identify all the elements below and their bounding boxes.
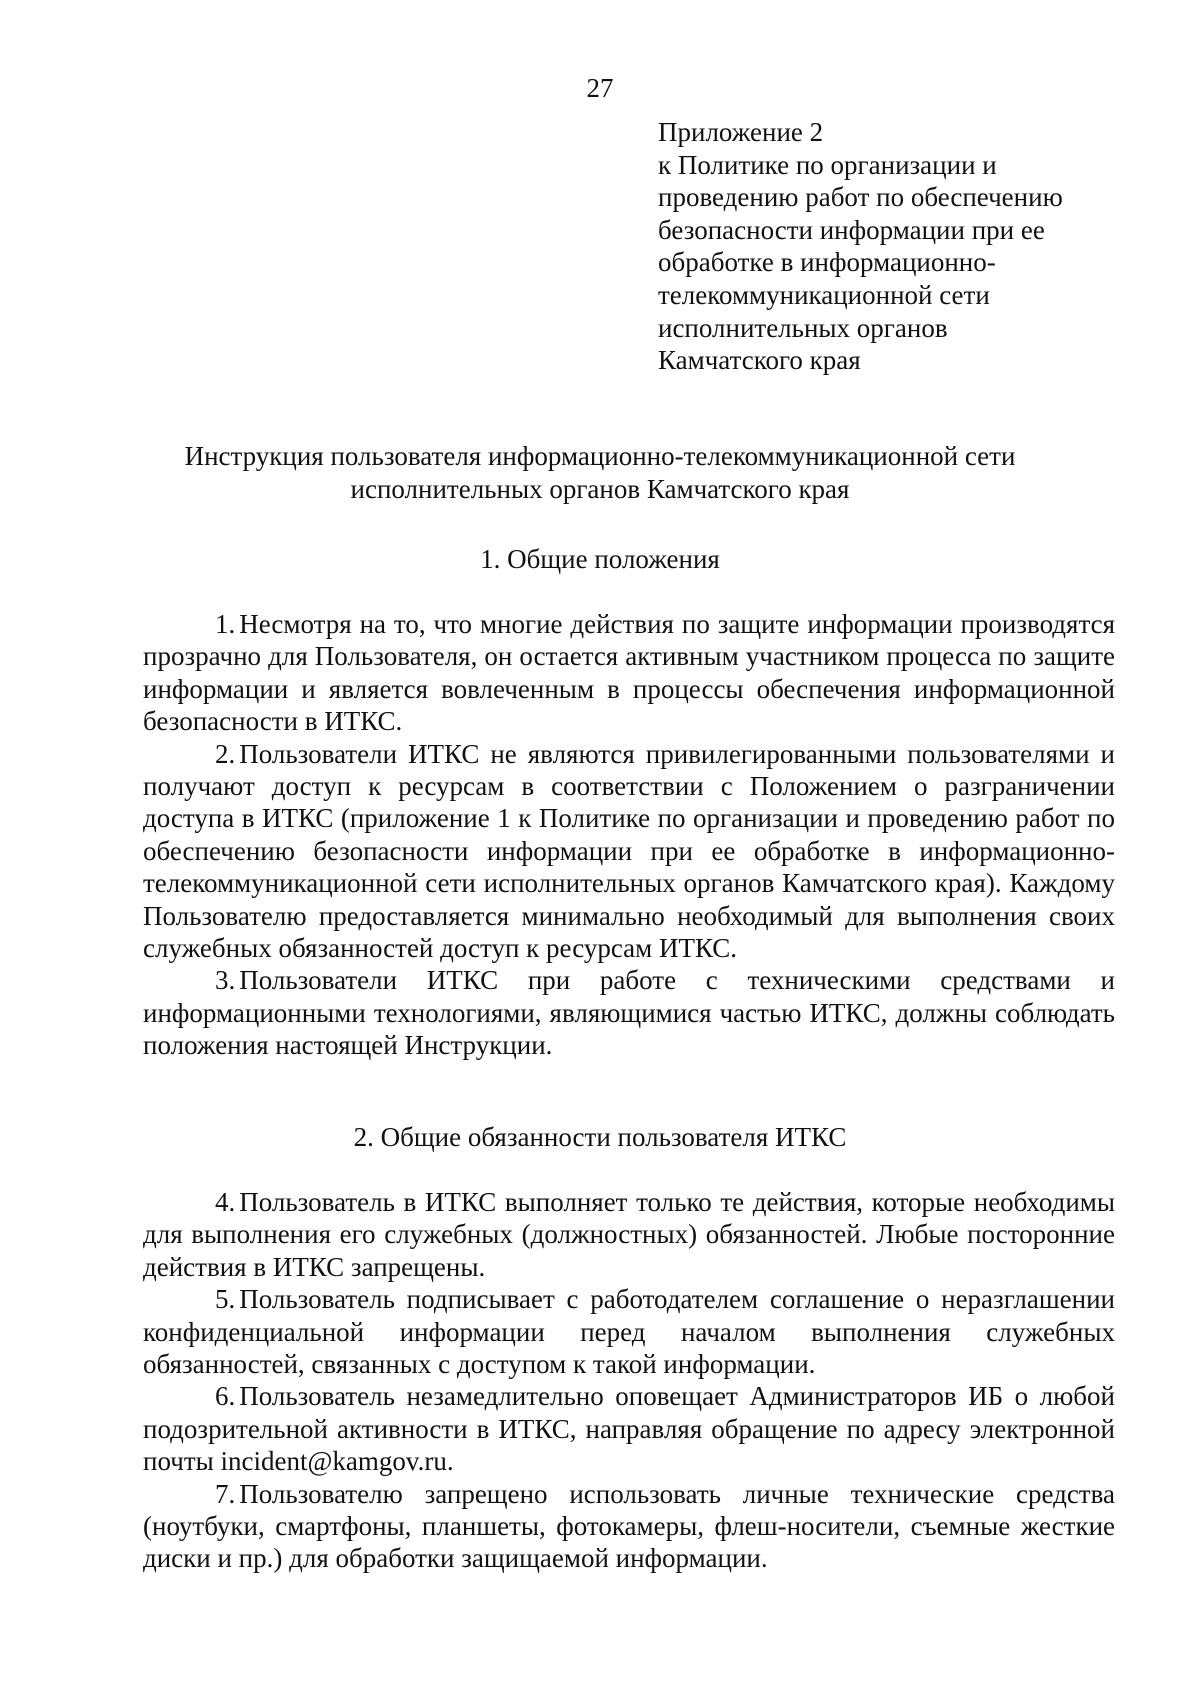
paragraph-text: Несмотря на то, что многие действия по защите информации производятся прозрачно для Пользователя, он остается активным участником процесса по защите информации и является вовлеченным в процессы обеспечения информационной безопасности в ИТКС. — [143, 609, 1115, 737]
paragraph-7 — [143, 1478, 1115, 1575]
document-title-line-1: Инструкция пользователя информационно-телекоммуникационной сети — [184, 441, 1016, 471]
appendix-line: телекоммуникационной сети — [658, 279, 990, 310]
appendix-line: обработке в информационно- — [658, 247, 996, 278]
paragraph-number: 4. — [215, 1187, 236, 1217]
paragraph-number: 1. — [215, 609, 236, 639]
paragraph-text: Пользователи ИТКС при работе с техническими средствами и информационными технологиями, являющимися частью ИТКС, должны соблюдать положения настоящей Инструкции. — [143, 965, 1115, 1061]
appendix-note — [658, 116, 1138, 377]
paragraph-number: 6. — [215, 1381, 236, 1412]
paragraph-text: Пользователю запрещено использовать личные технические средства (ноутбуки, смартфоны, планшеты, фотокамеры, флеш-носители, съемные жесткие диски и пр.) для обработки защищаемой информации. — [143, 1478, 1115, 1574]
appendix-line: проведению работ по обеспечению — [658, 182, 1063, 213]
appendix-line: Камчатского края — [658, 345, 861, 376]
appendix-line: безопасности информации при ее — [658, 214, 1045, 245]
section-body — [143, 608, 1115, 1062]
paragraph-3 — [143, 964, 1115, 1061]
paragraph-5 — [143, 1283, 1115, 1380]
document-title-line-2: исполнительных органов Камчатского края — [350, 473, 850, 504]
paragraph-number: 3. — [215, 965, 236, 996]
section-body — [143, 1186, 1115, 1575]
appendix-line: к Политике по организации и — [658, 149, 997, 180]
section-heading: 1. Общие положения — [480, 544, 720, 574]
page-number: 27 — [586, 73, 614, 103]
paragraph-text: Пользователь незамедлительно оповещает Администраторов ИБ о любой подозрительной активности в ИТКС, направляя обращение по адресу электронной почты incident@kamgov.ru. — [143, 1381, 1115, 1477]
paragraph-1 — [143, 608, 1115, 738]
paragraph-number: 5. — [215, 1284, 236, 1315]
paragraph-number: 2. — [215, 738, 236, 769]
paragraph-6 — [143, 1380, 1115, 1477]
section-heading: 2. Общие обязанности пользователя ИТКС — [353, 1122, 847, 1152]
paragraph-text: Пользователи ИТКС не являются привилегированными пользователями и получают доступ к ресурсам в соответствии с Положением о разграничении доступа в ИТКС (приложение 1 к Политике по организации и проведению работ по обеспечению безопасности информации при ее обработке в информационно-телекоммуникационной сети исполнительных органов Камчатского края). Каждому Пользователю предоставляется минимально необходимый для выполнения своих служебных обязанностей доступ к ресурсам ИТКС. — [143, 738, 1115, 964]
paragraph-text: Пользователь подписывает с работодателем соглашение о неразглашении конфиденциальной информации перед началом выполнения служебных обязанностей, связанных с доступом к такой информации. — [143, 1284, 1115, 1380]
paragraph-text: Пользователь в ИТКС выполняет только те действия, которые необходимы для выполнения его служебных (должностных) обязанностей. Любые посторонние действия в ИТКС запрещены. — [143, 1187, 1115, 1282]
document-title — [0, 440, 1200, 505]
appendix-line: исполнительных органов — [658, 312, 948, 343]
paragraph-number: 7. — [215, 1478, 236, 1509]
appendix-line: Приложение 2 — [658, 117, 824, 147]
paragraph-2 — [143, 738, 1115, 965]
paragraph-4 — [143, 1186, 1115, 1283]
